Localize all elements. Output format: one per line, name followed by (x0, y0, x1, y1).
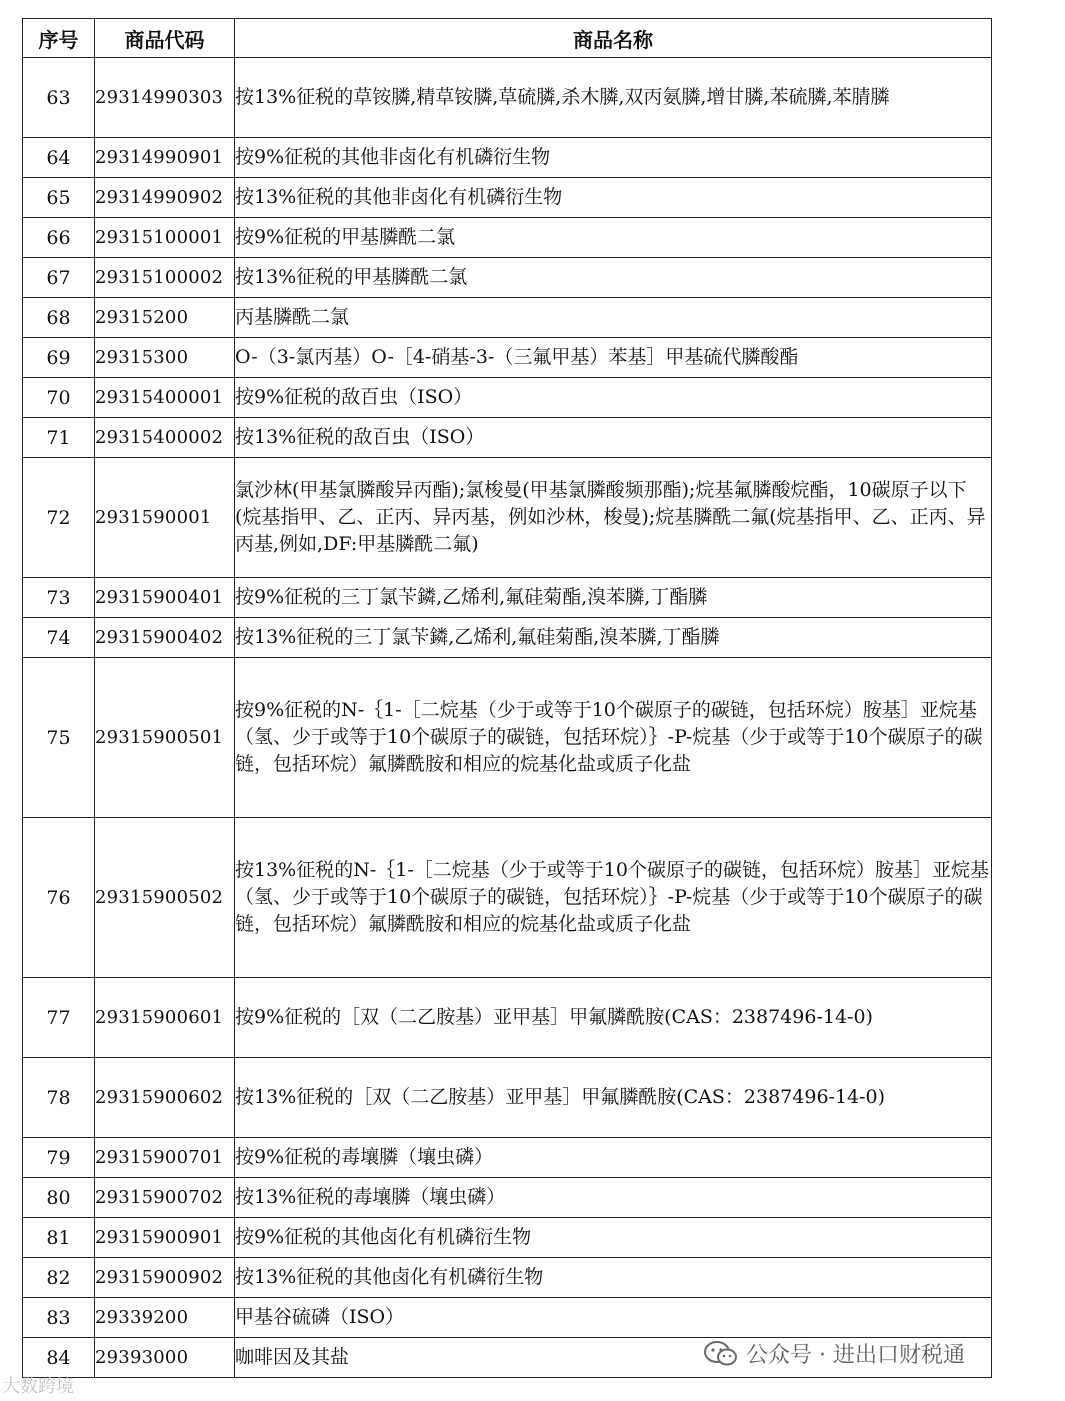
table-row (23, 218, 992, 258)
commodity-name: 按9%征税的敌百虫（ISO） (235, 378, 992, 418)
commodity-code: 29315900501 (95, 658, 235, 818)
commodity-code: 29314990303 (95, 58, 235, 138)
commodity-name: 按9%征税的N-｛1-［二烷基（少于或等于10个碳原子的碳链，包括环烷）胺基］亚烷基（氢、少于或等于10个碳原子的碳链，包括环烷）｝-P-烷基（少于或等于10个碳原子的碳链，包括环烷）氟膦酰胺和相应的烷基化盐或质子化盐 (235, 658, 992, 818)
commodity-code: 29315100002 (95, 258, 235, 298)
commodity-code: 29315200 (95, 298, 235, 338)
row-number: 84 (23, 1338, 95, 1378)
commodity-name: 氯沙林(甲基氯膦酸异丙酯);氯梭曼(甲基氯膦酸频那酯);烷基氟膦酸烷酯，10碳原子以下(烷基指甲、乙、正丙、异丙基，例如沙林，梭曼);烷基膦酰二氟(烷基指甲、乙、正丙、异丙基,例如,DF:甲基膦酰二氟) (235, 458, 992, 578)
row-number: 76 (23, 818, 95, 978)
commodity-code: 2931590001 (95, 458, 235, 578)
row-number: 72 (23, 458, 95, 578)
row-number: 70 (23, 378, 95, 418)
commodity-code: 29315400001 (95, 378, 235, 418)
commodity-name: 按9%征税的三丁氯苄鏻,乙烯利,氟硅菊酯,溴苯膦,丁酯膦 (235, 578, 992, 618)
commodity-table (22, 18, 992, 1378)
table-row (23, 138, 992, 178)
commodity-name: 甲基谷硫磷（ISO） (235, 1298, 992, 1338)
commodity-code: 29339200 (95, 1298, 235, 1338)
row-number: 64 (23, 138, 95, 178)
row-number: 71 (23, 418, 95, 458)
table-row (23, 818, 992, 978)
row-number: 68 (23, 298, 95, 338)
row-number: 69 (23, 338, 95, 378)
commodity-code: 29315900901 (95, 1218, 235, 1258)
row-number: 65 (23, 178, 95, 218)
header-no: 序号 (23, 19, 95, 58)
commodity-name: O-（3-氯丙基）O-［4-硝基-3-（三氟甲基）苯基］甲基硫代膦酸酯 (235, 338, 992, 378)
table-row (23, 618, 992, 658)
table-row (23, 1178, 992, 1218)
table-body (23, 58, 992, 1378)
header-name: 商品名称 (235, 19, 992, 58)
table-row (23, 418, 992, 458)
commodity-code: 29314990901 (95, 138, 235, 178)
table-row (23, 298, 992, 338)
commodity-name: 咖啡因及其盐 (235, 1338, 992, 1378)
row-number: 75 (23, 658, 95, 818)
commodity-code: 29315900401 (95, 578, 235, 618)
commodity-code: 29315400002 (95, 418, 235, 458)
commodity-name: 按9%征税的其他卤化有机磷衍生物 (235, 1218, 992, 1258)
table-row (23, 378, 992, 418)
row-number: 73 (23, 578, 95, 618)
commodity-name: 按9%征税的甲基膦酰二氯 (235, 218, 992, 258)
watermark-text: 公众号 · 进出口财税通 (746, 1343, 965, 1368)
commodity-name: 按13%征税的三丁氯苄鏻,乙烯利,氟硅菊酯,溴苯膦,丁酯膦 (235, 618, 992, 658)
row-number: 79 (23, 1138, 95, 1178)
commodity-code: 29315900402 (95, 618, 235, 658)
wechat-icon (704, 1340, 738, 1368)
row-number: 66 (23, 218, 95, 258)
row-number: 78 (23, 1058, 95, 1138)
commodity-code: 29315900902 (95, 1258, 235, 1298)
commodity-code: 29315900502 (95, 818, 235, 978)
commodity-name: 按9%征税的［双（二乙胺基）亚甲基］甲氟膦酰胺(CAS：2387496-14-0) (235, 978, 992, 1058)
table-row (23, 658, 992, 818)
table-row (23, 1058, 992, 1138)
row-number: 77 (23, 978, 95, 1058)
table-row (23, 258, 992, 298)
commodity-code: 29315900601 (95, 978, 235, 1058)
commodity-name: 按13%征税的［双（二乙胺基）亚甲基］甲氟膦酰胺(CAS：2387496-14-0) (235, 1058, 992, 1138)
commodity-code: 29315300 (95, 338, 235, 378)
row-number: 63 (23, 58, 95, 138)
commodity-code: 29315900702 (95, 1178, 235, 1218)
commodity-name: 按9%征税的毒壤膦（壤虫磷） (235, 1138, 992, 1178)
row-number: 80 (23, 1178, 95, 1218)
table-row (23, 578, 992, 618)
commodity-name: 按13%征税的甲基膦酰二氯 (235, 258, 992, 298)
commodity-name: 按13%征税的其他卤化有机磷衍生物 (235, 1258, 992, 1298)
commodity-name: 按13%征税的N-｛1-［二烷基（少于或等于10个碳原子的碳链，包括环烷）胺基］亚烷基（氢、少于或等于10个碳原子的碳链，包括环烷）｝-P-烷基（少于或等于10个碳原子的碳链，包括环烷）氟膦酰胺和相应的烷基化盐或质子化盐 (235, 818, 992, 978)
row-number: 83 (23, 1298, 95, 1338)
commodity-code: 29393000 (95, 1338, 235, 1378)
table-row (23, 338, 992, 378)
row-number: 81 (23, 1218, 95, 1258)
table-row (23, 1138, 992, 1178)
commodity-name: 按13%征税的草铵膦,精草铵膦,草硫膦,杀木膦,双丙氨膦,增甘膦,苯硫膦,苯腈膦 (235, 58, 992, 138)
commodity-code: 29315100001 (95, 218, 235, 258)
table-row (23, 58, 992, 138)
table-row (23, 1218, 992, 1258)
row-number: 74 (23, 618, 95, 658)
table-header-row (23, 19, 992, 58)
table-row (23, 1258, 992, 1298)
watermark (704, 1338, 965, 1369)
table-row (23, 178, 992, 218)
commodity-name: 按9%征税的其他非卤化有机磷衍生物 (235, 138, 992, 178)
table-row (23, 458, 992, 578)
commodity-code: 29315900602 (95, 1058, 235, 1138)
commodity-name: 丙基膦酰二氯 (235, 298, 992, 338)
table-row (23, 1298, 992, 1338)
table-row (23, 978, 992, 1058)
commodity-name: 按13%征税的其他非卤化有机磷衍生物 (235, 178, 992, 218)
row-number: 67 (23, 258, 95, 298)
header-code: 商品代码 (95, 19, 235, 58)
row-number: 82 (23, 1258, 95, 1298)
commodity-name: 按13%征税的毒壤膦（壤虫磷） (235, 1178, 992, 1218)
commodity-name: 按13%征税的敌百虫（ISO） (235, 418, 992, 458)
commodity-code: 29314990902 (95, 178, 235, 218)
commodity-code: 29315900701 (95, 1138, 235, 1178)
watermark-left: 大数跨境 (2, 1376, 74, 1397)
